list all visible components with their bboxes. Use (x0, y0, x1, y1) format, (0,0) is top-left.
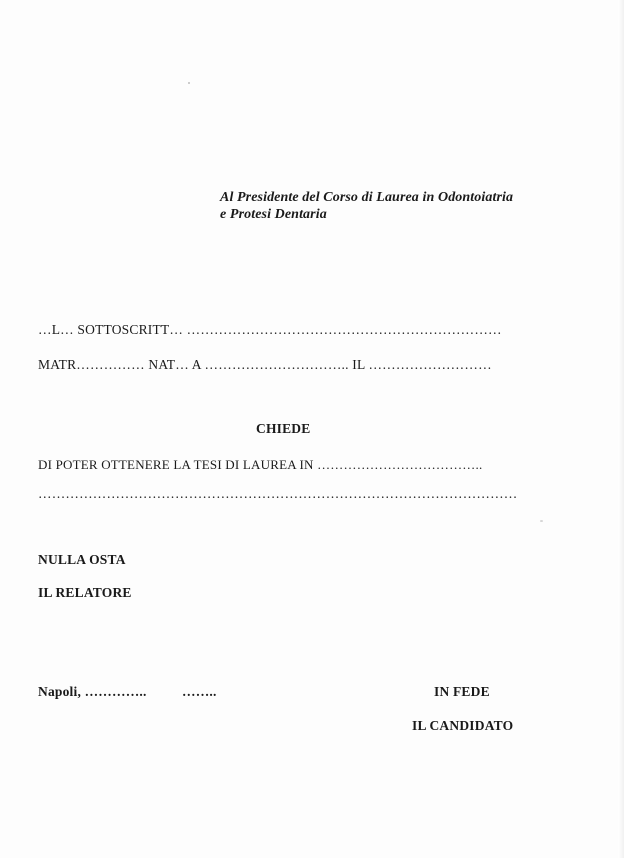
addressee-line-1: Al Presidente del Corso di Laurea in Odontoiatria (220, 190, 514, 205)
nulla-osta-label: NULLA OSTA (38, 552, 126, 567)
scan-speck (540, 520, 543, 522)
addressee-block (220, 189, 513, 223)
scan-speck (188, 82, 190, 84)
scan-edge-shadow (618, 0, 624, 858)
request-heading: CHIEDE (256, 421, 311, 436)
date-extra-field: …….. (182, 684, 217, 699)
signatory-field: …L… SOTTOSCRITT… …………………………………………………………… (38, 322, 502, 337)
candidate-label: IL CANDIDATO (412, 718, 514, 733)
place-date-field: Napoli, ………….. (38, 684, 147, 699)
in-fede-label: IN FEDE (434, 684, 490, 699)
relatore-label: IL RELATORE (38, 585, 132, 600)
addressee-line-2: e Protesi Dentaria (220, 207, 327, 222)
request-line-1: DI POTER OTTENERE LA TESI DI LAUREA IN ……………………………….. (38, 457, 483, 472)
matr-birth-field: MATR…………… NAT… A ………………………….. IL ……………………… (38, 357, 492, 372)
request-line-2: …………………………………………………………………………………………… (38, 486, 518, 501)
